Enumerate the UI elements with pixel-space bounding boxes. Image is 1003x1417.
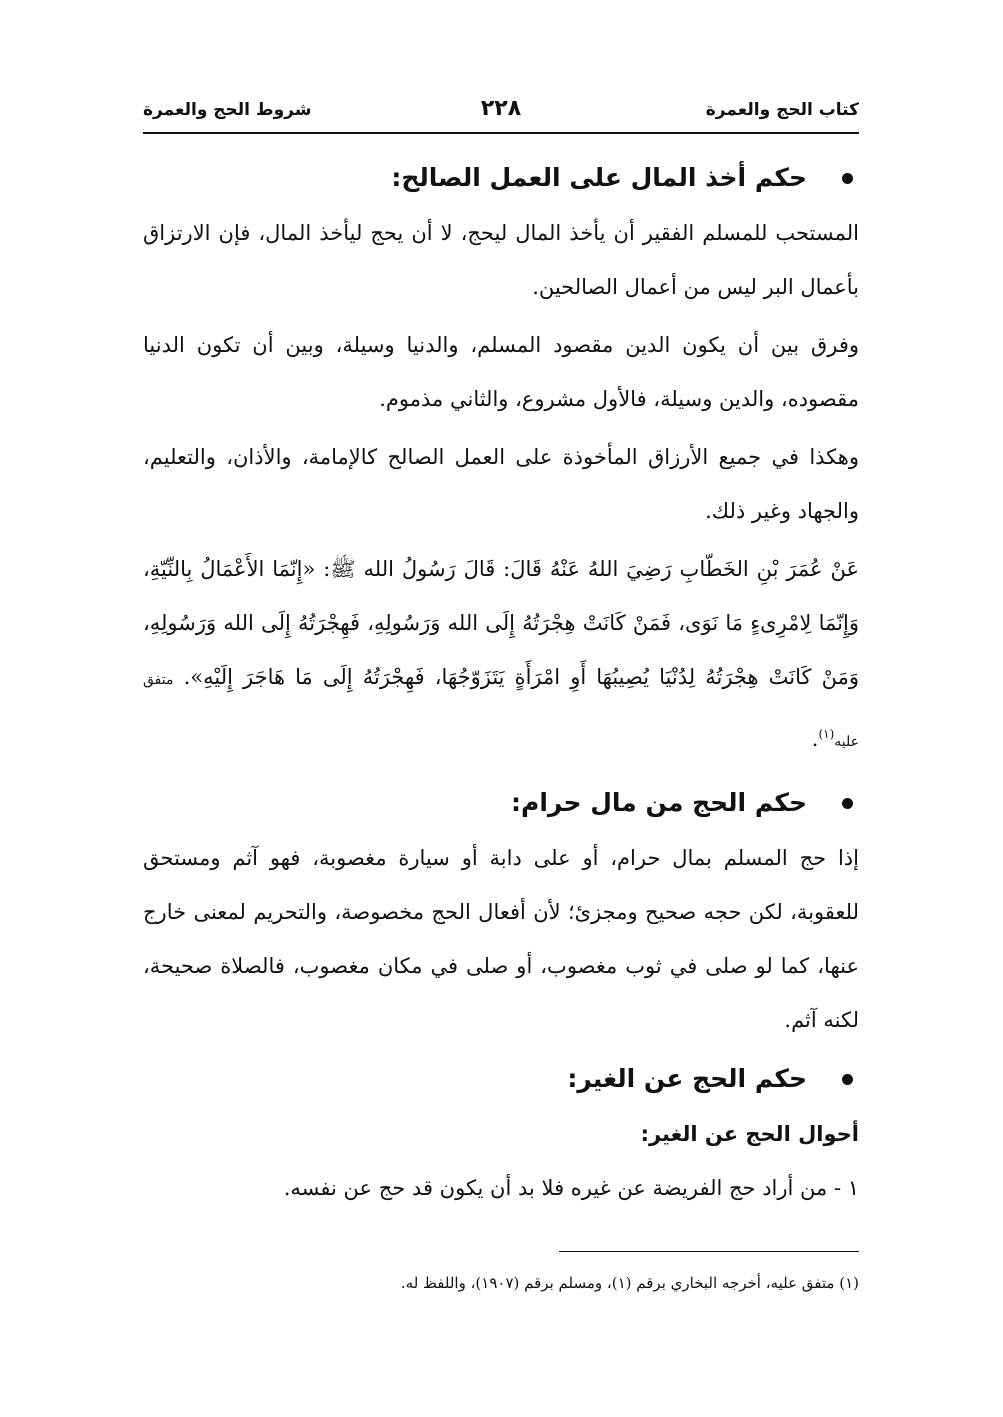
bullet-icon xyxy=(842,1074,853,1085)
bullet-icon xyxy=(842,798,853,809)
page-number: ٢٢٨ xyxy=(480,96,522,121)
bullet-icon xyxy=(842,173,853,184)
hadith-text: عَنْ عُمَرَ بْنِ الخَطّابِ رَضِيَ اللهُ عَنْهُ قَالَ: قَالَ رَسُولُ الله ﷺ: «إِنّمَا الأَعْمَالُ بِالنِّيّةِ، وَإِنّمَا لِامْرِىءٍ مَا نَوَى، فَمَنْ كَانَتْ هِجْرَتُهُ إِلَى الله وَرَسُولِهِ، فَهِجْرَتُهُ إِلَى الله وَرَسُولِهِ، وَمَنْ كَانَتْ هِجْرَتُهُ لِدُنْيَا يُصِيبُهَا أَوِ امْرَأَةٍ يَتَزَوّجُهَا، فَهِجْرَتُهُ إِلَى مَا هَاجَرَ إِلَيْهِ». xyxy=(143,557,859,689)
running-header xyxy=(143,96,859,130)
footnote-rule xyxy=(559,1251,859,1252)
hadith-source: متفق عليه xyxy=(143,672,859,750)
list-item: ١ - من أراد حج الفريضة عن غيره فلا بد أن يكون قد حج عن نفسه. xyxy=(283,1176,859,1200)
section-heading xyxy=(143,150,859,206)
section-heading-text: حكم أخذ المال على العمل الصالح: xyxy=(391,163,807,192)
subheading: أحوال الحج عن الغير: xyxy=(640,1122,859,1146)
hadith-quote xyxy=(143,542,859,769)
section-heading-text: حكم الحج من مال حرام: xyxy=(511,788,807,817)
section-heading xyxy=(143,1051,859,1107)
paragraph: وهكذا في جميع الأرزاق المأخوذة على العمل الصالح كالإمامة، والأذان، والتعليم، والجهاد وغير ذلك. xyxy=(143,445,859,523)
footnote: (١) متفق عليه، أخرجه البخاري برقم (١)، ومسلم برقم (١٩٠٧)، واللفظ له. xyxy=(400,1274,859,1292)
hadith-end: . xyxy=(811,727,819,751)
paragraph: إذا حج المسلم بمال حرام، أو على دابة أو سيارة مغصوبة، فهو آثم ومستحق للعقوبة، لكن حجه صحيح ومجزئ؛ لأن أفعال الحج مخصوصة، والتحريم لمعنى خارج عنها، كما لو صلى في ثوب مغصوب، أو صلى في مكان مغصوب، فالصلاة صحيحة، لكنه آثم. xyxy=(143,846,859,1032)
page-body xyxy=(143,150,859,1215)
book-title: كتاب الحج والعمرة xyxy=(705,100,859,120)
footnote-reference[interactable]: (١) xyxy=(818,727,835,741)
section-heading-text: حكم الحج عن الغير: xyxy=(567,1064,807,1093)
section-heading xyxy=(143,775,859,831)
header-rule xyxy=(143,132,859,134)
paragraph: وفرق بين أن يكون الدين مقصود المسلم، والدنيا وسيلة، وبين أن تكون الدنيا مقصوده، والدين وسيلة، فالأول مشروع، والثاني مذموم. xyxy=(143,333,859,411)
chapter-title: شروط الحج والعمرة xyxy=(143,100,312,120)
paragraph: المستحب للمسلم الفقير أن يأخذ المال ليحج، لا أن يحج ليأخذ المال، فإن الارتزاق بأعمال البر ليس من أعمال الصالحين. xyxy=(143,221,859,299)
